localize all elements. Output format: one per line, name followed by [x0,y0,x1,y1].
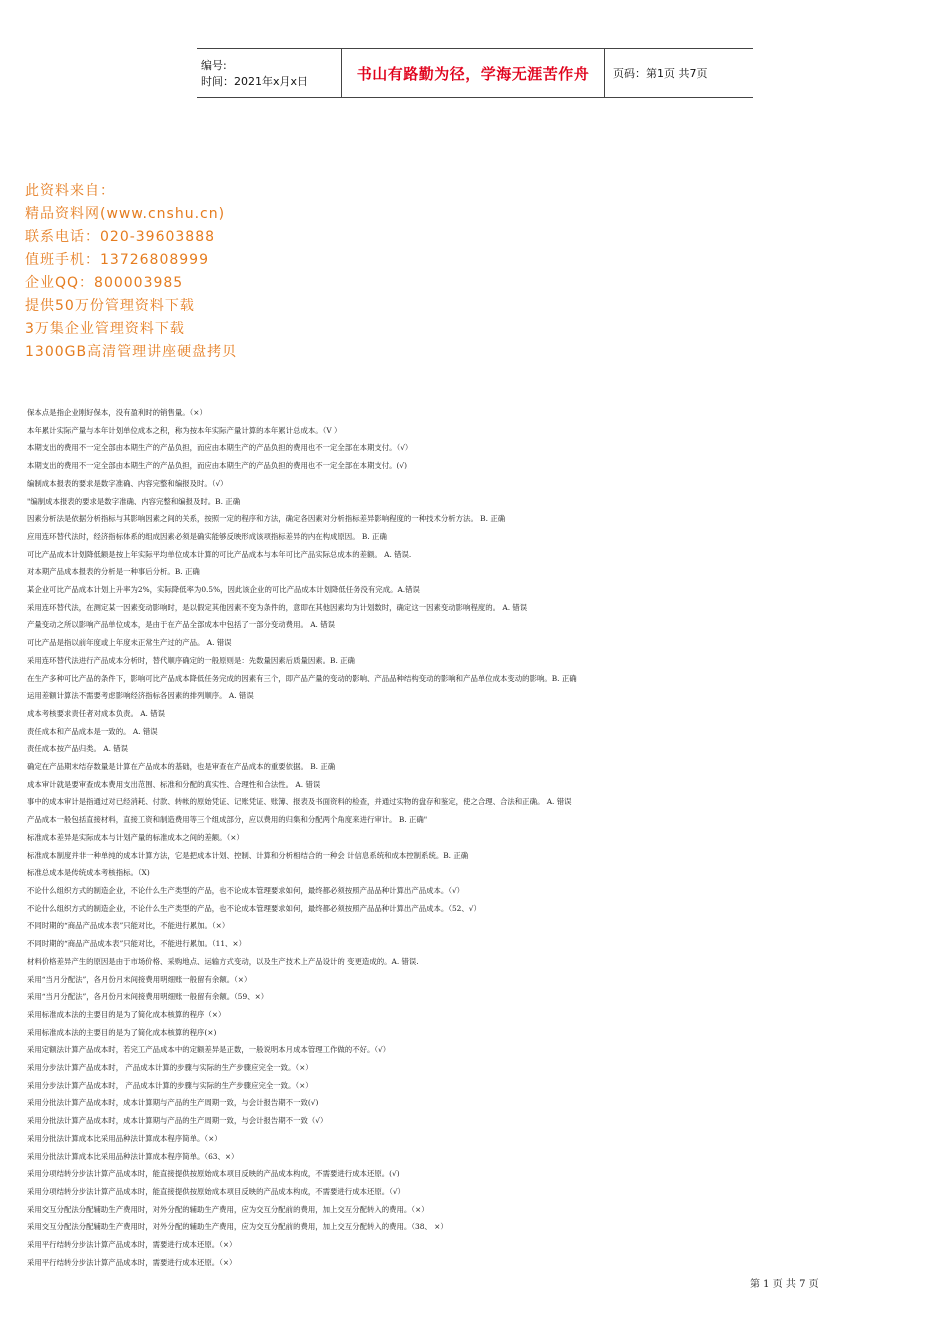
statement-line: 本期支出的费用不一定全部由本期生产的产品负担，而应由本期生产的产品负担的费用也不一定全部在本期支付。(√) [27,461,408,471]
statement-line: 标准成本差异是实际成本与计划产量的标准成本之间的差额。（×） [27,832,244,842]
promo-line: 提供50万份管理资料下载 [25,298,195,314]
statement-line: 采用分批法计算成本比采用品种法计算成本程序简单。（×） [27,1133,222,1143]
statement-line: 采用“当月分配法”，各月份月末间接费用明细账一般留有余额。（×） [27,974,252,984]
statement-line: 采用分批法计算产品成本时，成本计算期与产品的生产周期一致，与会计报告期不一致(√) [27,1098,319,1108]
statement-line: 采用平行结转分步法计算产品成本时，需要进行成本还原。（×） [27,1257,237,1267]
header-motto-cell [342,49,605,97]
statement-line: 责任成本和产品成本是一致的。 A. 错误 [27,726,158,736]
statement-line: 材料价格差异产生的原因是由于市场价格、采购地点、运输方式变动，以及生产技术上产品设计的 变更造成的。A. 错误. [27,956,419,966]
statement-line: 产品成本一般包括直接材料，直接工资和制造费用等三个组成部分，应以费用的归集和分配两个角度来进行审计。 B. 正确" [27,815,428,825]
statement-line: 采用连环替代法进行产品成本分析时，替代顺序确定的一般原则是：先数量因素后质量因素。B. 正确 [27,655,355,665]
statement-line: 产量变动之所以影响产品单位成本，是由于在产品全部成本中包括了一部分变动费用。 A. 错误 [27,620,336,630]
statement-line: 某企业可比产品成本计划上升率为2%，实际降低率为0.5%，因此该企业的可比产品成本计划降低任务没有完成。A.错误 [27,585,420,595]
statement-line: "编制成本报表的要求是数字准确、内容完整和编报及时。B. 正确 [27,496,241,506]
promo-line: 值班手机：13726808999 [25,252,209,268]
statement-line: 采用分步法计算产品成本时， 产品成本计算的步骤与实际的生产步骤应完全一致。（×） [27,1063,313,1073]
statement-line: 可比产品成本计划降低额是按上年实际平均单位成本计算的可比产品成本与本年可比产品实际总成本的差额。 A. 错误. [27,549,412,559]
statement-line: 不同时期的“商品产品成本表”只能对比，不能进行累加。（×） [27,921,230,931]
promo-line: 精品资料网(www.cnshu.cn) [25,206,226,222]
header-page-cell [605,49,753,97]
statement-line: 责任成本按产品归类。 A. 错误 [27,744,129,754]
statement-line: 采用分项结转分步法计算产品成本时，能直接提供按原始成本项目反映的产品成本构成，不需要进行成本还原。（√） [27,1186,405,1196]
statement-line: 运用差额计算法不需要考虑影响经济指标各因素的排列顺序。 A. 错误 [27,691,254,701]
page-footer: 第 1 页 共 7 页 [750,1279,819,1290]
statement-line: 应用连环替代法时，经济指标体系的组成因素必须是确实能够反映形成该项指标差异的内在构成原因。 B. 正确 [27,531,387,541]
statement-line: 编制成本报表的要求是数字准确、内容完整和编报及时。（√） [27,478,228,488]
time-label: 时间：2021年x月x日 [201,75,309,88]
statement-line: 采用定额法计算产品成本时，若完工产品成本中的定额差异是正数，一般说明本月成本管理工作做的不好。（√） [27,1045,391,1055]
statement-line: 采用标准成本法的主要目的是为了简化成本核算的程序(×) [27,1027,217,1037]
statement-line: 对本期产品成本报表的分析是一种事后分析。B. 正确 [27,567,200,577]
statement-line: 事中的成本审计是指通过对已经消耗、付款、转帐的原始凭证、记账凭证、账簿、报表及书面资料的检查，并通过实物的盘存和鉴定，使之合理、合法和正确。 A. 错误 [27,797,572,807]
statement-line: 不同时期的“商品产品成本表”只能对比，不能进行累加。（11、×） [27,939,247,949]
promo-line: 3万集企业管理资料下载 [25,321,185,337]
header-table [197,48,753,98]
statement-line: 采用连环替代法，在测定某一因素变动影响时，是以假定其他因素不变为条件的，意即在其他因素均为计划数时，确定这一因素变动影响程度的。 A. 错误 [27,602,528,612]
document-body [27,404,907,1271]
statement-line: 采用标准成本法的主要目的是为了简化成本核算的程序（×） [27,1009,226,1019]
statement-line: 本期支出的费用不一定全部由本期生产的产品负担，而应由本期生产的产品负担的费用也不一定全部在本期支付。（√） [27,443,413,453]
statement-line: 采用分批法计算产品成本时，成本计算期与产品的生产周期一致，与会计报告期不一致（√） [27,1116,328,1126]
statement-line: 标准成本制度并非一种单纯的成本计算方法，它是把成本计划、控制、计算和分析相结合的一种会 计信息系统和成本控制系统。B. 正确 [27,850,469,860]
statement-line: 在生产多种可比产品的条件下，影响可比产品成本降低任务完成的因素有三个，即产品产量的变动的影响、产品品种结构变动的影响和产品单位成本变动的影响。B. 正确 [27,673,577,683]
statement-line: 因素分析法是依据分析指标与其影响因素之间的关系，按照一定的程序和方法，确定各因素对分析指标差异影响程度的一种技术分析方法。 B. 正确 [27,514,506,524]
promo-line: 企业QQ：800003985 [25,275,184,291]
promo-line: 1300GB高清管理讲座硬盘拷贝 [25,344,238,360]
statement-line: 采用分批法计算成本比采用品种法计算成本程序简单。（63、×） [27,1151,239,1161]
statement-line: 采用交互分配法分配辅助生产费用时，对外分配的辅助生产费用，应为交互分配前的费用，加上交互分配转入的费用。（×） [27,1204,429,1214]
statement-line: 保本点是指企业刚好保本，没有盈利时的销售量。（×） [27,408,207,417]
statement-line: 成本考核要求责任者对成本负责。 A. 错误 [27,708,166,718]
statement-line: 确定在产品期末结存数量是计算在产品成本的基础，也是审查在产品成本的重要依据。 B. 正确 [27,762,336,772]
statement-line: 不论什么组织方式的制造企业，不论什么生产类型的产品，也不论成本管理要求如何，最终都必须按照产品品种计算出产品成本。（√） [27,885,465,895]
statement-line: 可比产品是指以前年度或上年度未正常生产过的产品。 A. 错误 [27,638,232,648]
statement-line: 采用分步法计算产品成本时， 产品成本计算的步骤与实际的生产步骤应完全一致。（×） [27,1080,313,1090]
promo-block [25,180,237,364]
statement-line: 采用平行结转分步法计算产品成本时，需要进行成本还原。（×） [27,1240,237,1250]
promo-line: 此资料来自： [25,183,115,199]
promo-line: 联系电话：020-39603888 [25,229,216,245]
statement-line: 采用交互分配法分配辅助生产费用时，对外分配的辅助生产费用，应为交互分配前的费用，加上交互分配转入的费用。（38、 ×） [27,1222,448,1232]
motto: 书山有路勤为径，学海无涯苦作舟 [356,64,590,83]
statement-line: 采用分项结转分步法计算产品成本时，能直接提供按原始成本项目反映的产品成本构成，不需要进行成本还原。(√) [27,1169,400,1179]
header-left-cell [197,49,342,97]
statement-line: 成本审计就是要审查成本费用支出范围、标准和分配的真实性、合理性和合法性。 A. 错误 [27,779,321,789]
statement-line: 本年累计实际产量与本年计划单位成本之积，称为按本年实际产量计算的本年累计总成本。（V ） [27,425,342,435]
number-label: 编号: [201,59,227,72]
statement-line: 不论什么组织方式的制造企业，不论什么生产类型的产品，也不论成本管理要求如何，最终都必须按照产品品种计算出产品成本。（52、√） [27,903,481,913]
statement-line: 采用“当月分配法”，各月份月末间接费用明细账一般留有余额。（59、×） [27,992,269,1002]
page-label: 页码：第1页 共7页 [613,67,708,80]
statement-line: 标准总成本是传统成本考核指标。（X) [27,868,150,878]
